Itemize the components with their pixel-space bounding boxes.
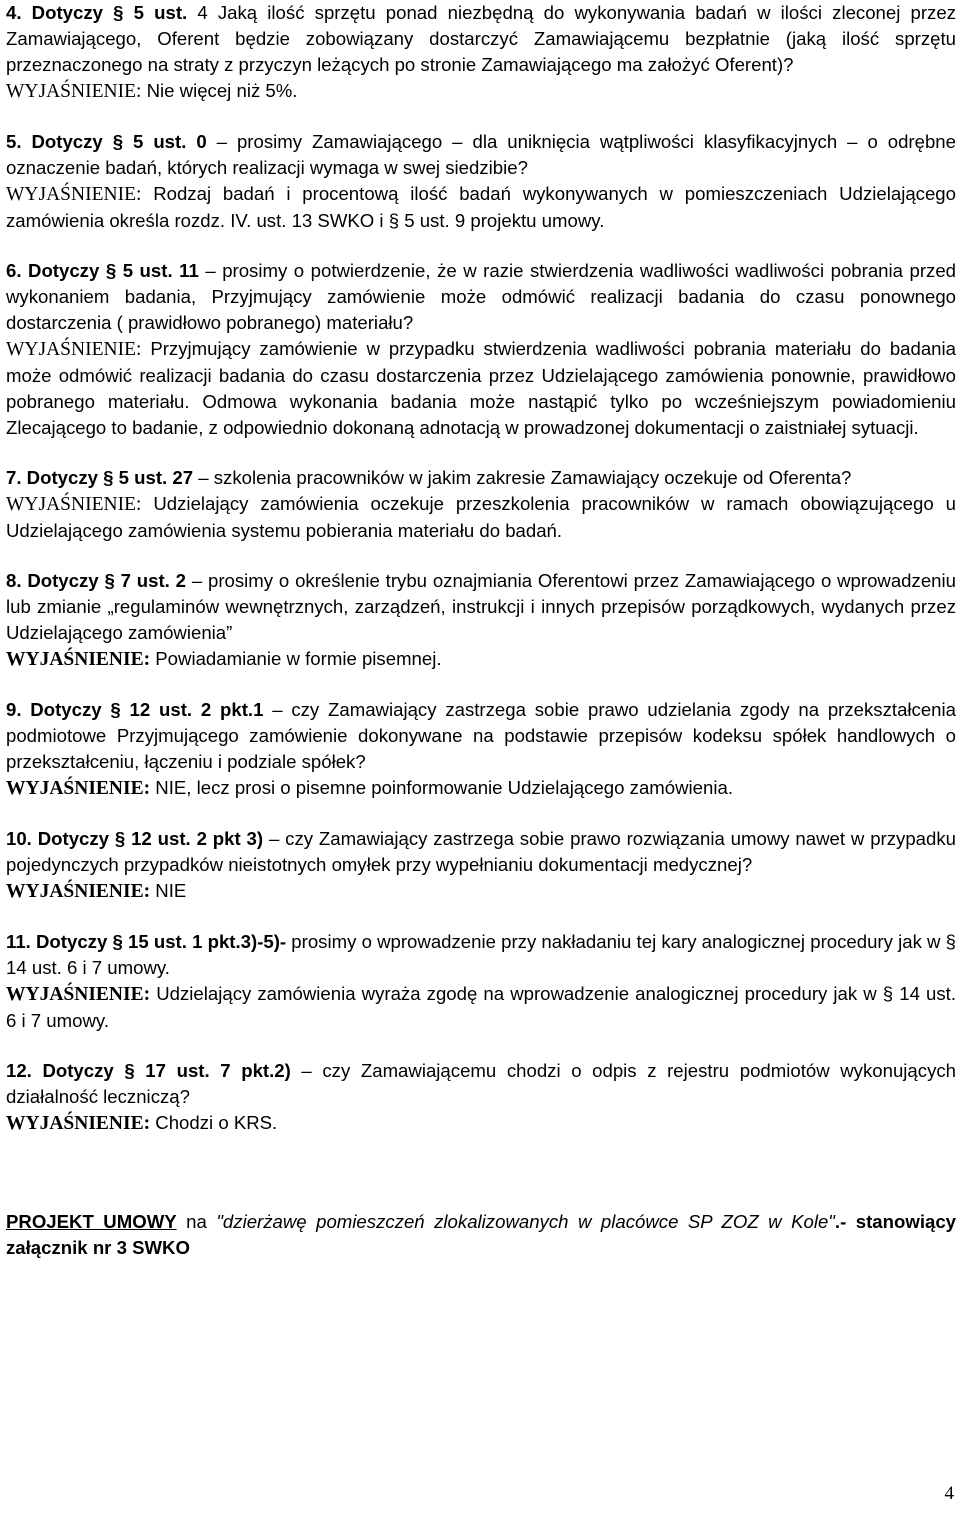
item-question: – czy Zamawiający zastrzega sobie prawo udzielania zgody na przekształcenia podmiotowe Przyjmującego zamówienie dokonywane na podstawie przepisów kodeksu spółek handlowych o przekształceniu, łączeniu i podziale spółek?: [6, 699, 956, 772]
qa-item-4: [6, 0, 956, 105]
item-question: Jaką ilość sprzętu ponad niezbędną do wykonywania badań w ilości zleconej przez Zamawiającego, Oferent będzie zobowiązany dostarczyć Zamawiającemu bezpłatnie (jaką ilość sprzętu przeznaczonego na straty z przyczyn leżących po stronie Zamawiającego ma założyć Oferent)?: [6, 2, 956, 75]
item-ref: 2: [175, 570, 187, 591]
item-heading: 8. Dotyczy § 7 ust.: [6, 570, 170, 591]
item-ref: 1: [253, 699, 264, 720]
item-question: – prosimy o określenie trybu oznajmiania Oferentowi przez Zamawiającego o wprowadzeniu lub zmianie „regulaminów wewnętrznych, zarządzeń, instrukcji i innych przepisów porządkowych, wydanych przez Udzielającego zamówienia”: [6, 570, 956, 643]
document-page: [6, 0, 956, 1261]
item-heading: 12. Dotyczy § 17 ust. 7 pkt.2): [6, 1060, 291, 1081]
explanation-label: WYJAŚNIENIE:: [6, 184, 142, 205]
item-question: – szkolenia pracowników w jakim zakresie Zamawiający oczekuje od Oferenta?: [193, 467, 852, 488]
qa-item-6: [6, 258, 956, 441]
item-question: – prosimy Zamawiającego – dla uniknięcia wątpliwości klasyfikacyjnych – o odrębne oznaczenie badań, których realizacji wymaga w swej siedzibie?: [6, 131, 956, 178]
explanation-text: Przyjmujący zamówienie w przypadku stwierdzenia wadliwości pobrania materiału do badania może odmówić realizacji badania do czasu dostarczenia przez Udzielającego zamówienia ponownie, prawidłowo pobranego materiału. Odmowa wykonania badania może nastąpić tylko po wcześniejszym powiadomieniu Zlecającego to badanie, z odpowiednio dokonaną adnotacją w prowadzonej dokumentacji o zaistniałej sytuacji.: [6, 338, 956, 438]
item-ref: 11: [179, 260, 199, 281]
project-title: "dzierżawę pomieszczeń zlokalizowanych w placówce SP ZOZ w Kole": [216, 1211, 835, 1232]
explanation-text: Nie więcej niż 5%.: [141, 80, 298, 101]
project-middle: na: [176, 1211, 217, 1232]
explanation-text: NIE, lecz prosi o pisemne poinformowanie Udzielającego zamówienia.: [150, 777, 733, 798]
item-ref: 27: [172, 467, 194, 488]
item-heading: 9. Dotyczy § 12 ust. 2 pkt.: [6, 699, 254, 720]
item-question: – prosimy o potwierdzenie, że w razie stwierdzenia wadliwości wadliwości pobrania przed wykonaniem badania, Przyjmujący zamówienie może odmówić realizacji badania do czasu ponownego dostarczenia ( prawidłowo pobranego) materiału?: [6, 260, 957, 333]
item-heading: 7. Dotyczy § 5 ust.: [6, 467, 168, 488]
item-heading: 5. Dotyczy § 5 ust.: [6, 131, 187, 152]
qa-item-10: [6, 826, 956, 905]
explanation-text: Rodzaj badań i procentową ilość badań wykonywanych w pomieszczeniach Udzielającego zamówienia określa rozdz. IV. ust. 13 SWKO i § 5 ust. 9 projektu umowy.: [6, 183, 956, 231]
item-question: – czy Zamawiający zastrzega sobie prawo rozwiązania umowy nawet w przypadku pojedynczych przypadków nieistotnych omyłek przy wypełnianiu dokumentacji medycznej?: [6, 828, 957, 875]
qa-item-12: [6, 1058, 956, 1137]
qa-item-5: [6, 129, 956, 234]
explanation-label: WYJAŚNIENIE:: [6, 81, 142, 102]
explanation-text: Powiadamianie w formie pisemnej.: [150, 648, 442, 669]
explanation-text: NIE: [150, 880, 187, 901]
item-heading: 4. Dotyczy § 5 ust.: [6, 2, 188, 23]
explanation-label: WYJAŚNIENIE:: [6, 339, 142, 360]
explanation-label: WYJAŚNIENIE:: [6, 984, 151, 1005]
explanation-text: Chodzi o KRS.: [150, 1112, 278, 1133]
item-heading: 10. Dotyczy § 12 ust. 2 pkt 3): [6, 828, 264, 849]
explanation-label: WYJAŚNIENIE:: [6, 494, 142, 515]
item-ref: 0: [196, 131, 207, 152]
item-heading: 6. Dotyczy § 5 ust.: [6, 260, 173, 281]
explanation-label: WYJAŚNIENIE:: [6, 649, 151, 670]
project-tail: .- stanowiący załącznik nr 3 SWKO: [6, 1211, 957, 1258]
item-question: prosimy o wprowadzenie przy nakładaniu tej kary analogicznej procedury jak w § 14 ust. 6 i 7 umowy.: [6, 931, 956, 978]
explanation-text: Udzielający zamówienia wyraża zgodę na wprowadzenie analogicznej procedury jak w § 14 ust. 6 i 7 umowy.: [6, 983, 956, 1031]
item-ref: 4: [197, 2, 208, 23]
explanation-label: WYJAŚNIENIE:: [6, 1113, 151, 1134]
qa-item-7: [6, 465, 956, 544]
explanation-label: WYJAŚNIENIE:: [6, 778, 151, 799]
qa-item-11: [6, 929, 956, 1034]
project-link[interactable]: PROJEKT UMOWY: [6, 1211, 177, 1232]
project-note: [6, 1209, 956, 1261]
qa-item-8: [6, 568, 956, 673]
qa-item-9: [6, 697, 956, 802]
explanation-text: Udzielający zamówienia oczekuje przeszkolenia pracowników w ramach obowiązującego u Udzielającego zamówienia systemu pobierania materiału do badań.: [6, 493, 956, 541]
item-heading: 11. Dotyczy § 15 ust. 1 pkt.3)-5)-: [6, 931, 287, 952]
page-number: 4: [944, 1483, 954, 1504]
explanation-label: WYJAŚNIENIE:: [6, 881, 151, 902]
item-question: – czy Zamawiającemu chodzi o odpis z rejestru podmiotów wykonujących działalność leczniczą?: [6, 1060, 956, 1107]
